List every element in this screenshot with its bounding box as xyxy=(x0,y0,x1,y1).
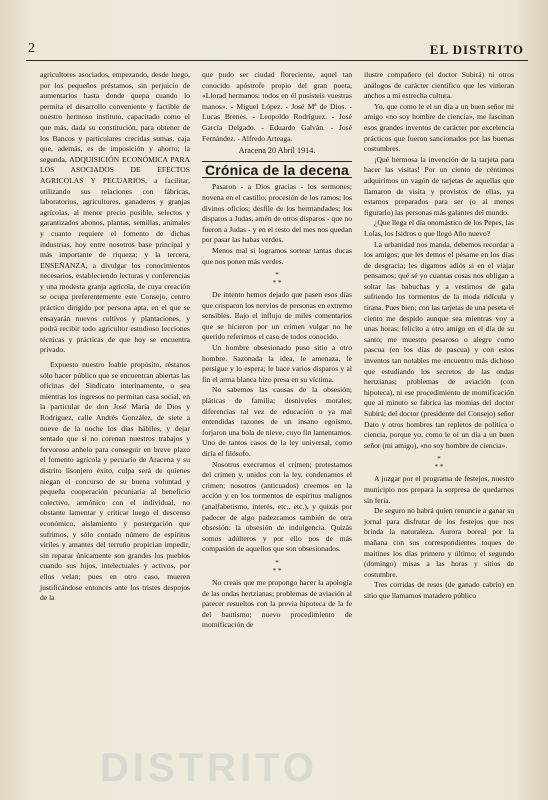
paragraph: ilustre compañero (el doctor Subirá) ni otros análogos de carácter científico que les vinieran anchos a mi estrecha cultura. xyxy=(364,70,514,101)
column-2 xyxy=(202,70,352,631)
paragraph: No creais que me propongo hacer la apología de las ondas hertzianas; problemas de aviación al parecer resueltos con la previa hipoteca de la fe del bautismo; nuevo procedimiento de momificación de xyxy=(202,577,352,630)
paragraph: Menos mal si logramos sortear tantas ducas que nos ponen más verdes. xyxy=(202,245,352,266)
columns xyxy=(40,70,520,631)
library-watermark: DISTRITO xyxy=(100,746,318,790)
paragraph: De seguro no habrá quien renuncie a ganar su jornal para disfrutar de los festejos que nos brinda la naturaleza. Aurora boreal por la mañana con sus correspondientes toques de maitines los días primero y último; el segundo (domingo) misas a las horas y sitios de costumbre. xyxy=(364,506,514,579)
paragraph: agricultores asociados, empezando, desde luego, por los pequeños préstamos, sin perjuicio de aumentarlos hasta donde quepa cuando lo permita el desarrollo conveniente y factible de nuestro hermoso instituto, capacitado como el que más, dada su constitución, para obtener de los Bancos y particulares crecidas sumas, caja que, además, es de imposición y ahorro; la segunda, ADQUISICIÓN ECONÓMICA PARA LOS ASOCIADOS DE EFECTOS AGRICOLAS Y PECUARIOS, a facilitar, utilizando sus relaciones con fábricas, laboratorios, agricultores, ganaderos y granjas agrícolas, al menor precio posible, selectos y garantizados abonos, plantas, semillas, animales y cuanto requiere el fomento de dichas industrias, hoy entre nosotros base principal y más importante de riqueza; y la tercera, ENSEÑANZA, a divulgar los conocimientos necesarios, estableciendo lecturas y conferencias y una modesta granja agrícola, de cuya creación se ocupa preferentemente este Consejo, centro práctico dirigido por persona apta, en el que se ensayarán nuevos cultivos y plantaciones, y podrá recibir todo agricultor estudioso lecciones técnicas y prácticas de que hoy se encuentra privado. xyxy=(40,70,190,355)
asterism-separator: * * * xyxy=(434,455,444,472)
paragraph: ¿Que llega el día onomástico de los Pepes, las Lolas, los Isidros o que llegó Año nuevo? xyxy=(364,218,514,238)
paragraph: ¡Qué hermosa la invención de la tarjeta para hacer las visitas! Por un ciento de céntimos adquirimos un vagón de tarjetas de aquellas que llamaron de visita y provistos de ellas, ya estamos preparados para ser (o al menos figurarlo) las personas más galantes del mundo. xyxy=(364,154,514,217)
signature-date: Aracena 20 Abril 1914. xyxy=(238,146,316,156)
paragraph: Expuesto nuestro loable propósito, réstanos sólo hacer público que se encuentran abiertas las oficinas del Sindicato interinamente, o sea mientras los ingresos no permitan casa social, en la particular de don José María de Dios y Rodríguez, calle Andrés González, de siete a nueve de la noche los días hábiles, y dejar sentado que si no corenan nuestros trabajos y fervoroso anhelo para conseguir en breve plazo el fomento agrícola y pecuario de Aracena y su distrito lisonjero éxito, culpa será de quienes niegan el concurso de su buena voluntad y pequeña cooperación pecuniaria al beneficio colectivo, armónico con el individual, no obstante lamentar y criticar luego el descenso económico, aislamiento y postergación que sufrimos, y sólo contado número de espíritus viriles y amantes del terruño propician impedir, sin reparar únicamente son grandes los pueblos cuando sus hijos, intelectuales y activos, por ellos velan; pues en otro caso, mueren justificándose entonces ante los tristes despojos de la xyxy=(40,360,190,603)
column-1 xyxy=(40,70,190,631)
paragraph: Un hombre obsesionado puso sitio a otro hombre. Sazonada la idea, le amenaza, le persigue y lo espera; le hace varios disparos y al fin el arma blanca hizo presa en su víctima. xyxy=(202,343,352,384)
paragraph: De intento hemos dejado que pasen esos días que crisparon los nervios de personas en extremo sensibles. Bajo el influjo de miles comentarios que se hicieron por un crimen vulgar no he querido referirnos el caso de todos conocido. xyxy=(202,290,352,342)
asterism-separator: * * * xyxy=(272,271,282,288)
page-header xyxy=(26,40,528,61)
column-3 xyxy=(364,70,514,631)
paragraph: La urbanidad nos manda, debemos recordar a los amigos; que les demos el pésame en los días de desgracia; les digamos adiós si en el viajar pensamos; qué sé yo cuantas cosas nos obligan a soltar las babuchas y a vestirnos de gala sufriendo los tormentos de la moda ridícula y tirana. Pues bien; con las tarjetas de una peseta el ciento me despido aunque sea mientras voy a unas horas; felicito a otro amigo en el día de su santo; me muestro pesaroso o alegre como pascua (en los días de pascua) y con estos inventos tan notables me encuentro más dichoso que estudiando los secretos de las ondas hertzianas; problemas de aviación (con hipoteca), ni ese procedimiento de momificación que al minuto se fabrica las momias del doctor Subirá; del doctor (presidente del Consejo) señor Dato y otros hombres tan repletos de política o ciencia, porque yo, como le oí un día a un buen señor (mi amigo), «no soy hombre de ciencia». xyxy=(364,239,514,450)
paragraph: Nosotros execramos el crimen; protestamos del crimen y, unidos con la ley, condenamos el crimen; nosotros (anticuados) creemos en la acción y en los tormentos de espíritus malignos (analfabetismo, interés, etc., etc.), y quizás por padecer de algo padezcamos también de otra obsesión: la obsesión de indulgencia. Quizás somos adúlteros y por ello nos de más compasión de aquellos que son obsesionados. xyxy=(202,459,352,554)
paragraph: que pudo ser ciudad floreciente, aquel tan conocido apóstrofe propio del gran poeta, «Llorad hermanos: todos en él pusisteis vuestras manos». - Miguel López. - José Mª de Dios. - Lucas Brenes. - Leopoldo Rodríguez. - José García Delgado. - Eduardo Galván. - José Fernández. - Alfredo Arteaga. xyxy=(202,70,352,143)
masthead: EL DISTRITO xyxy=(429,42,524,57)
paragraph: A juzgar por el programa de festejos, nuestro municipio nos prepara la sorpresa de quedarnos sin feria. xyxy=(364,474,514,505)
paragraph: No sabemos las causas de la obsesión; pláticas de familia; desniveles morales; diferencias tal vez de educación o ya mal entendidas razones de un insano egoísmo, forjaron una bola de nieve, cuyo fin lamentamos. Uno de tantos casos de la ley universal, como diría el filósofo. xyxy=(202,385,352,458)
page-number: 2 xyxy=(28,41,35,56)
paragraph: Yo, que como le el un día a un buen señor mi amigo «no soy hombre de ciencia», me fascinan esos grandes inventos de carácter por excelencia prácticos que fueron sancionados por las buenas costumbres. xyxy=(364,101,514,154)
asterism-separator: * * * xyxy=(272,558,282,575)
paragraph: Pasaron - a Dios gracias - los sermones; novena en el castillo; procesión de los ramos; los divinos oficios; desfile de los hermandades; los disparos a Judas, amén de otros disparos - que no fueron a Judas - y en el resto del mes nos quedan por pasar las habas verdes. xyxy=(202,182,352,245)
paragraph: Tres corridas de reses (de ganado cabrío) en sitio que llamamos matadero público xyxy=(364,580,514,600)
section-title: Crónica de la decena xyxy=(202,161,352,179)
